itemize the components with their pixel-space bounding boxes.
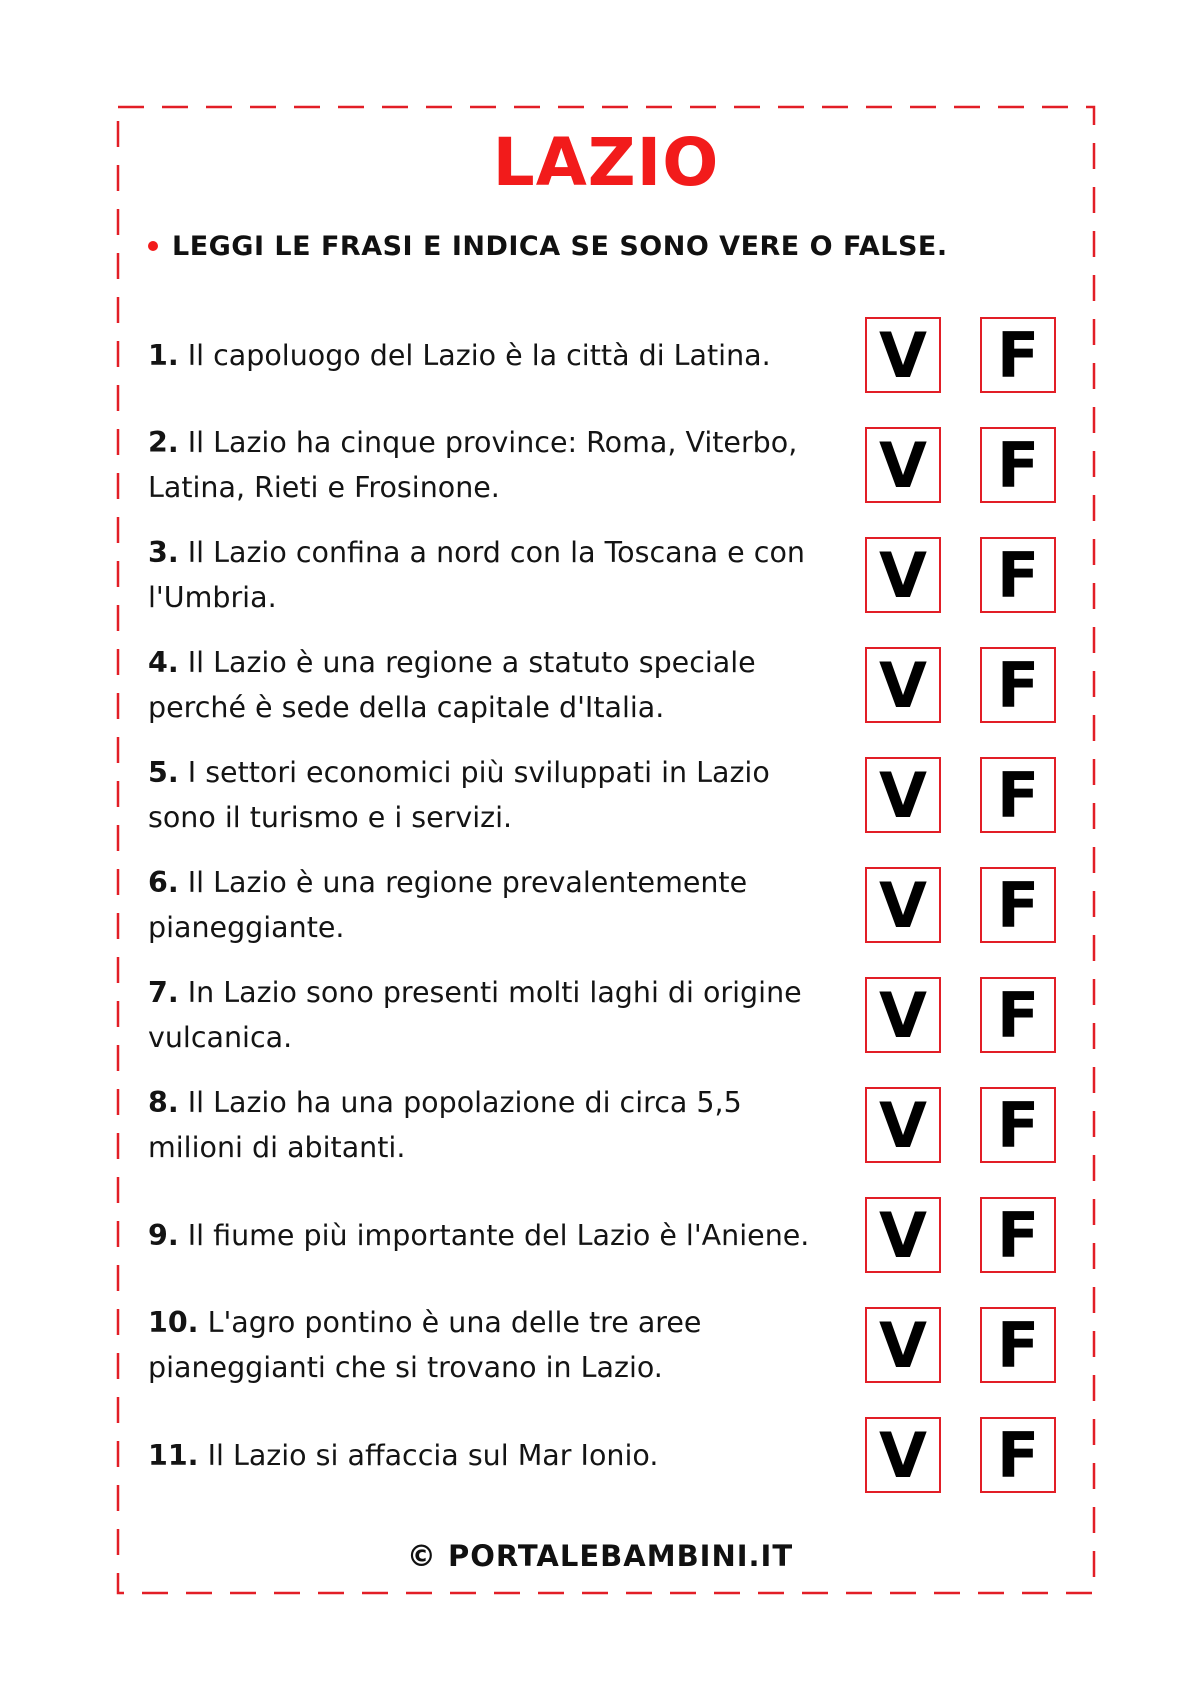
true-checkbox[interactable]: V xyxy=(865,1417,941,1493)
false-checkbox[interactable]: F xyxy=(980,757,1056,833)
question-item xyxy=(148,860,828,950)
true-checkbox[interactable]: V xyxy=(865,757,941,833)
question-text: Il Lazio ha cinque province: Roma, Viterbo, Latina, Rieti e Frosinone. xyxy=(148,426,798,504)
false-checkbox[interactable]: F xyxy=(980,537,1056,613)
question-text-block xyxy=(148,640,828,730)
question-item xyxy=(148,750,828,840)
question-item xyxy=(148,1410,828,1500)
question-number: 9. xyxy=(148,1218,179,1252)
question-item xyxy=(148,1300,828,1390)
instruction xyxy=(148,226,948,266)
true-checkbox[interactable]: V xyxy=(865,1087,941,1163)
question-text-block xyxy=(148,970,828,1060)
question-text: Il capoluogo del Lazio è la città di Latina. xyxy=(187,338,771,372)
question-text-block xyxy=(148,420,828,510)
question-item xyxy=(148,1080,828,1170)
false-checkbox[interactable]: F xyxy=(980,1417,1056,1493)
true-checkbox[interactable]: V xyxy=(865,317,941,393)
true-checkbox[interactable]: V xyxy=(865,427,941,503)
question-text-block xyxy=(148,860,828,950)
question-number: 4. xyxy=(148,646,179,679)
question-number: 10. xyxy=(148,1306,199,1339)
question-text: I settori economici più sviluppati in Lazio sono il turismo e i servizi. xyxy=(148,756,770,834)
question-text: Il Lazio è una regione a statuto speciale perché è sede della capitale d'Italia. xyxy=(148,646,756,724)
question-text-block xyxy=(148,750,828,840)
question-number: 11. xyxy=(148,1438,199,1472)
true-checkbox[interactable]: V xyxy=(865,1197,941,1273)
question-text-block xyxy=(148,1300,828,1390)
copyright-footer: © PORTALEBAMBINI.IT xyxy=(406,1539,794,1573)
true-checkbox[interactable]: V xyxy=(865,537,941,613)
question-number: 8. xyxy=(148,1086,179,1119)
question-number: 1. xyxy=(148,338,179,372)
true-checkbox[interactable]: V xyxy=(865,977,941,1053)
question-text-block xyxy=(148,530,828,620)
question-text: Il Lazio ha una popolazione di circa 5,5 milioni di abitanti. xyxy=(148,1086,742,1164)
bullet-icon xyxy=(148,241,158,251)
question-number: 5. xyxy=(148,756,179,789)
false-checkbox[interactable]: F xyxy=(980,977,1056,1053)
false-checkbox[interactable]: F xyxy=(980,1087,1056,1163)
question-number: 7. xyxy=(148,976,179,1009)
page-title: LAZIO xyxy=(492,124,720,201)
question-number: 2. xyxy=(148,426,179,459)
question-number: 6. xyxy=(148,866,179,899)
false-checkbox[interactable]: F xyxy=(980,1197,1056,1273)
question-text-block xyxy=(148,333,828,378)
question-text: Il fiume più importante del Lazio è l'Aniene. xyxy=(187,1218,810,1252)
question-text-block xyxy=(148,1080,828,1170)
true-checkbox[interactable]: V xyxy=(865,867,941,943)
question-item xyxy=(148,420,828,510)
question-number: 3. xyxy=(148,536,179,569)
true-checkbox[interactable]: V xyxy=(865,647,941,723)
false-checkbox[interactable]: F xyxy=(980,427,1056,503)
false-checkbox[interactable]: F xyxy=(980,317,1056,393)
question-text: Il Lazio si affaccia sul Mar Ionio. xyxy=(207,1438,659,1472)
question-text-block xyxy=(148,1433,828,1478)
question-item xyxy=(148,640,828,730)
question-text-block xyxy=(148,1213,828,1258)
false-checkbox[interactable]: F xyxy=(980,867,1056,943)
instruction-text: LEGGI LE FRASI E INDICA SE SONO VERE O FALSE. xyxy=(172,230,948,262)
question-text: Il Lazio confina a nord con la Toscana e con l'Umbria. xyxy=(148,536,805,614)
question-text: L'agro pontino è una delle tre aree pianeggianti che si trovano in Lazio. xyxy=(148,1306,702,1384)
question-item xyxy=(148,310,828,400)
question-item xyxy=(148,970,828,1060)
question-text: In Lazio sono presenti molti laghi di origine vulcanica. xyxy=(148,976,802,1054)
question-item xyxy=(148,1190,828,1280)
true-checkbox[interactable]: V xyxy=(865,1307,941,1383)
question-text: Il Lazio è una regione prevalentemente pianeggiante. xyxy=(148,866,748,944)
false-checkbox[interactable]: F xyxy=(980,647,1056,723)
false-checkbox[interactable]: F xyxy=(980,1307,1056,1383)
question-item xyxy=(148,530,828,620)
